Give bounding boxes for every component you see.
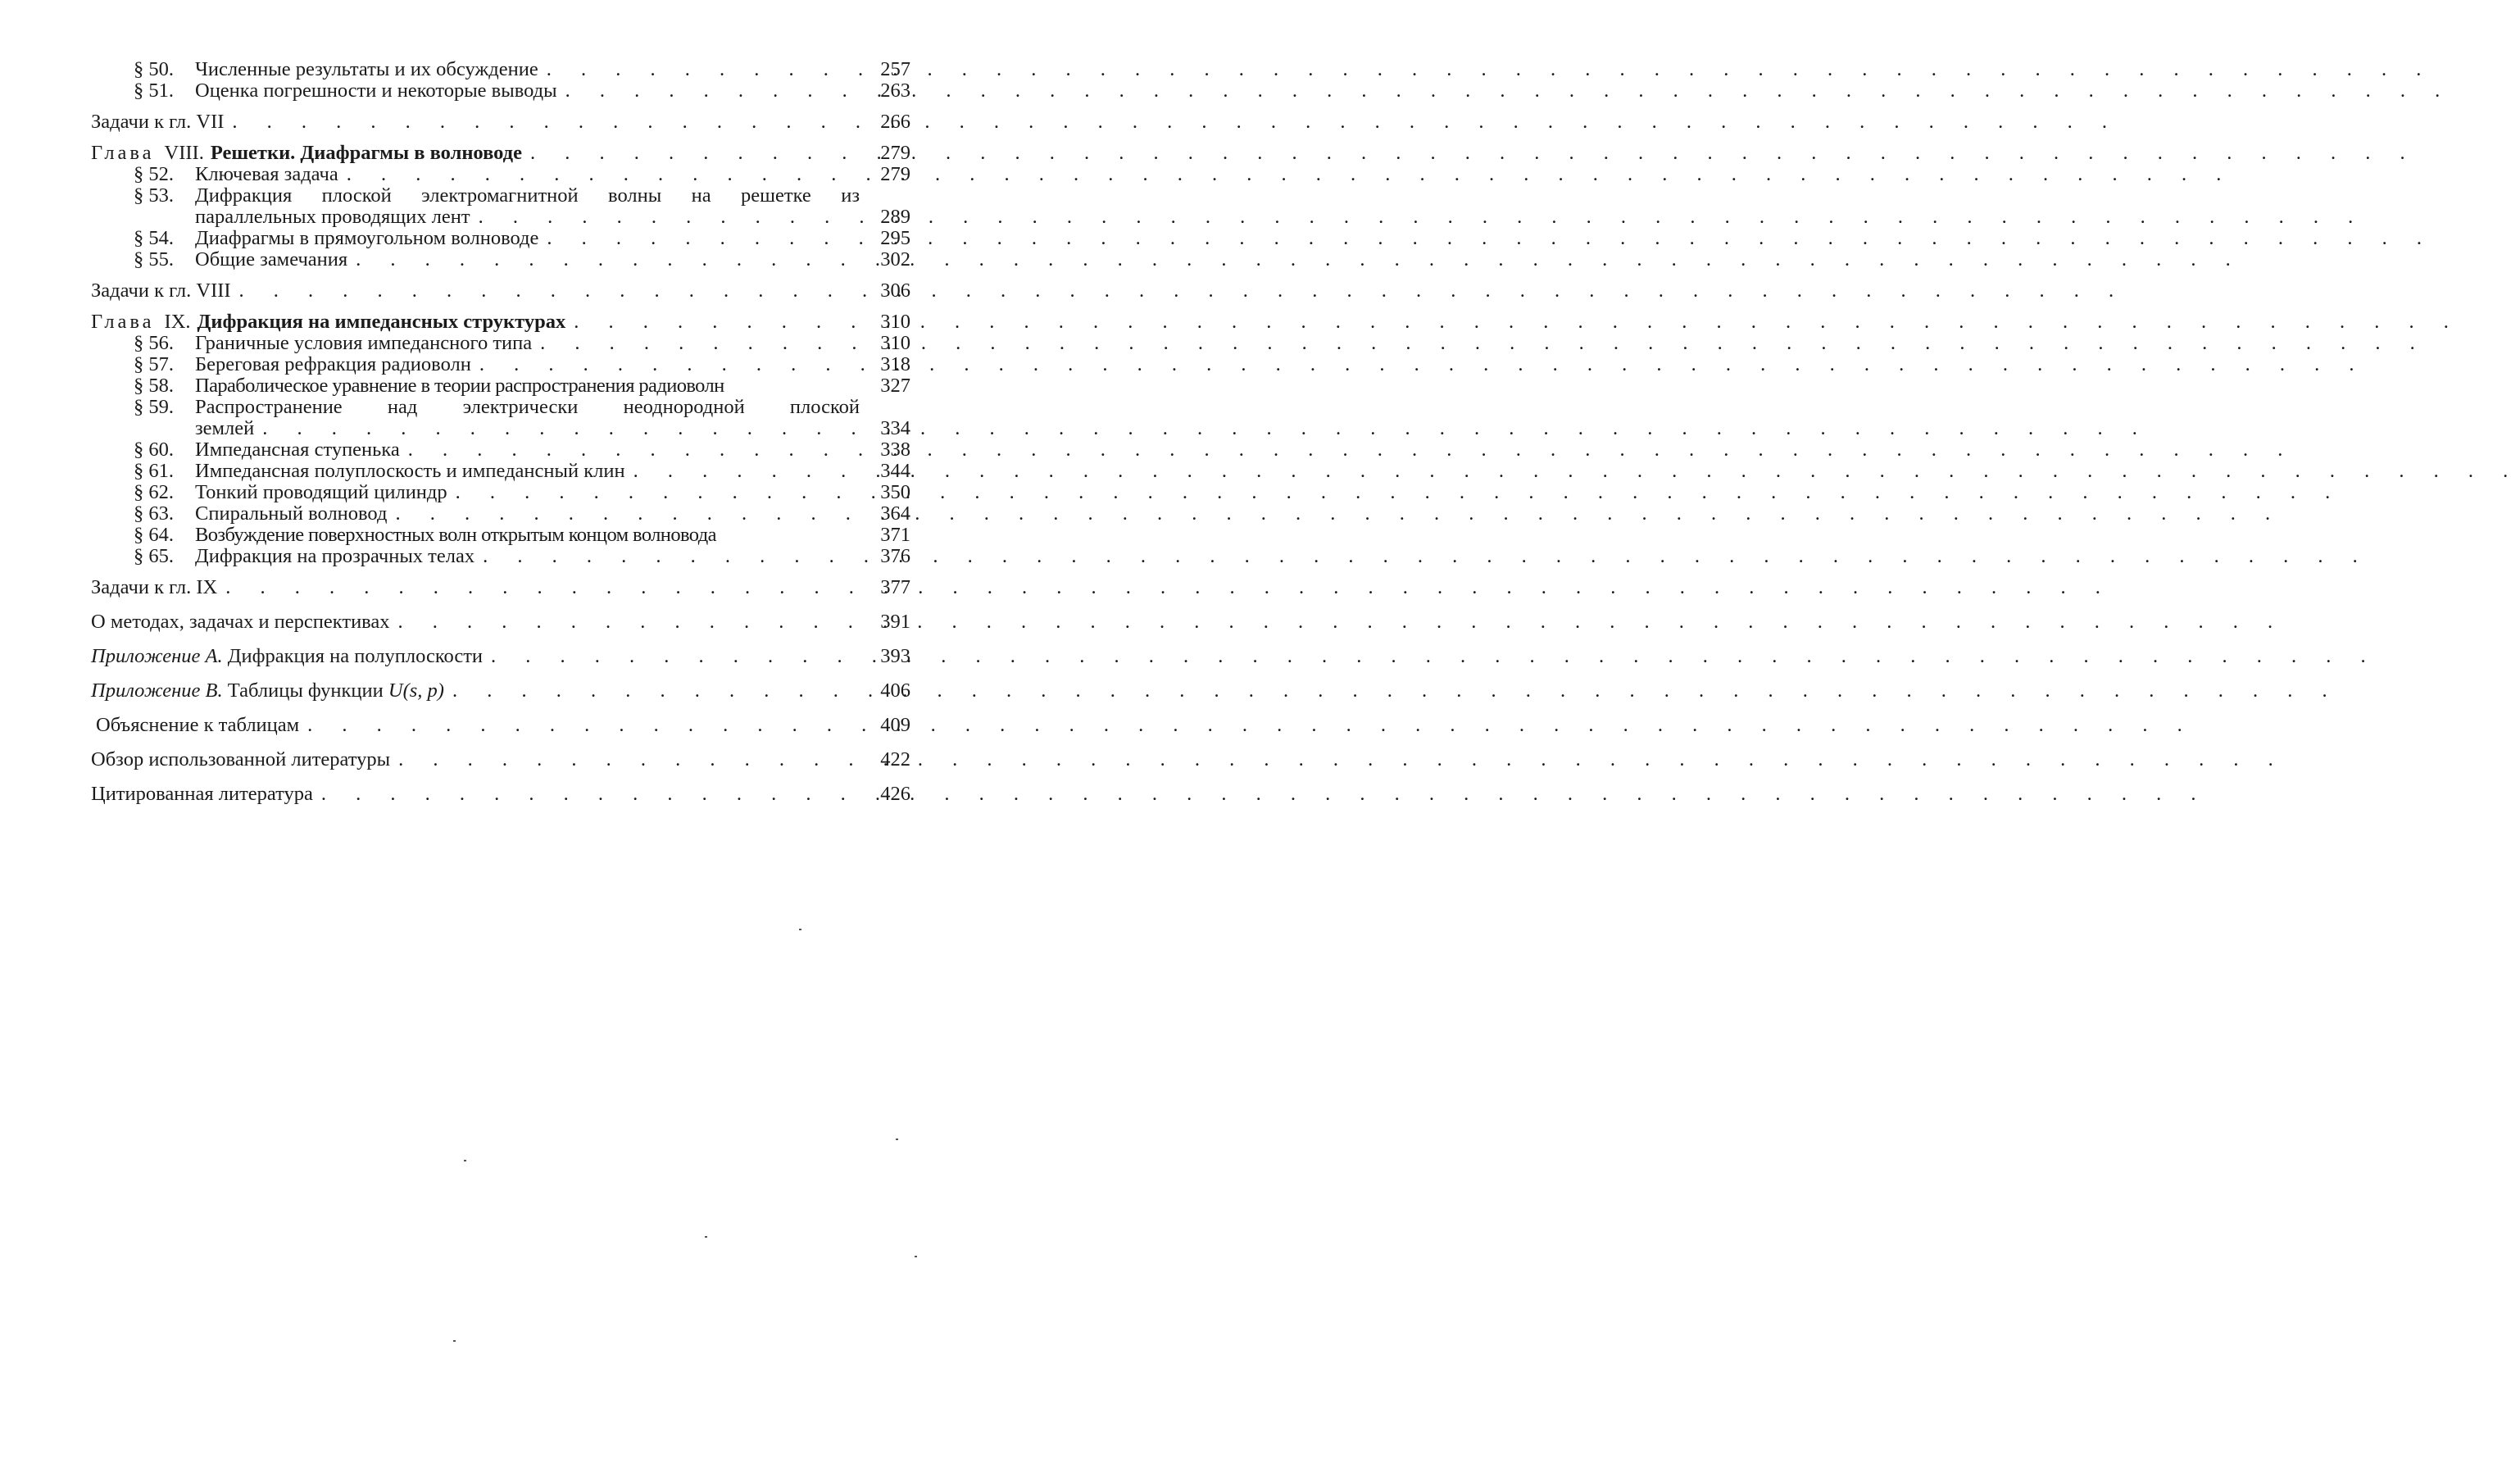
- page-number: 310: [880, 332, 910, 354]
- page-number: 422: [880, 748, 910, 770]
- entry-title: Таблицы функции: [227, 679, 384, 702]
- section-title: Импедансная полуплоскость и импедансный клин: [195, 460, 625, 482]
- section-number: § 54.: [134, 227, 174, 249]
- section-title-line-1: Распространение над электрически неоднородной плоской: [195, 396, 860, 418]
- page-number: 279: [880, 163, 910, 185]
- toc-entry-tasks-7: [91, 111, 910, 133]
- section-title: Граничные условия импедансного типа: [195, 332, 533, 354]
- section-title: Импедансная ступенька: [195, 439, 400, 461]
- leader-dots: [390, 749, 860, 770]
- toc-entry-appendix-b: [91, 680, 910, 702]
- leader-dots: [447, 482, 860, 503]
- function-name: U(s, p): [388, 679, 444, 702]
- leader-dots: [224, 111, 860, 133]
- scan-speck: [799, 929, 801, 930]
- section-number: § 63.: [134, 502, 174, 525]
- section-number: § 53.: [134, 184, 174, 207]
- section-title: Дифракция на прозрачных телах: [195, 545, 475, 567]
- leader-dots: [470, 207, 860, 228]
- section-list-60-65: [91, 439, 910, 567]
- page-number: 393: [880, 645, 910, 667]
- section-title: Спиральный волновод: [195, 502, 388, 525]
- section-title: Тонкий проводящий цилиндр: [195, 481, 447, 503]
- toc-entry: [91, 333, 910, 354]
- section-list-50-51: [91, 59, 910, 102]
- page-number: 257: [880, 58, 910, 80]
- toc-entry: [91, 525, 910, 546]
- section-number: § 51.: [134, 80, 174, 102]
- section-number: § 56.: [134, 332, 174, 354]
- leader-dots: [557, 80, 860, 102]
- page-number: 306: [880, 280, 910, 302]
- section-number: § 59.: [134, 396, 174, 418]
- toc-entry: [91, 80, 910, 102]
- section-title: Береговая рефракция радиоволн: [195, 353, 471, 375]
- scan-speck: [453, 1340, 456, 1342]
- leader-dots: [483, 646, 860, 667]
- toc-entry: [91, 164, 910, 185]
- leader-dots: [313, 784, 860, 805]
- leader-dots: [471, 354, 860, 375]
- toc-entry-literature-review: [91, 749, 910, 770]
- toc-entry-explanation: [91, 715, 910, 736]
- entry-title: Дифракция на полуплоскости: [227, 645, 484, 667]
- appendix-label: Приложение В.: [91, 679, 223, 702]
- section-number: § 57.: [134, 353, 174, 375]
- toc-entry-cited-literature: [91, 784, 910, 805]
- leader-dots: [400, 439, 860, 461]
- toc-entry: [91, 375, 910, 397]
- entry-title: О методах, задачах и перспективах: [91, 611, 390, 633]
- toc-entry-appendix-a: [91, 646, 910, 667]
- section-number: § 50.: [134, 58, 174, 80]
- section-number: § 65.: [134, 545, 174, 567]
- toc-entry-tasks-8: [91, 280, 910, 302]
- section-title: Возбуждение поверхностных волн открытым концом волновода: [195, 524, 716, 546]
- page-number: 344: [880, 460, 910, 482]
- toc-entry-tasks-9: [91, 577, 910, 598]
- section-number: § 55.: [134, 248, 174, 270]
- section-title: Ключевая задача: [195, 163, 338, 185]
- section-number: § 60.: [134, 439, 174, 461]
- page-number: 376: [880, 545, 910, 567]
- entry-title: Обзор использованной литературы: [91, 748, 391, 770]
- toc-page: [0, 0, 983, 1468]
- section-title: Общие замечания: [195, 248, 348, 270]
- page-number: 310: [880, 311, 910, 333]
- page-number: 279: [880, 142, 910, 164]
- section-number: § 58.: [134, 375, 174, 397]
- toc-entry-multiline: [91, 397, 910, 439]
- leader-dots: [254, 418, 860, 439]
- leader-dots: [474, 546, 860, 567]
- toc-entry: [91, 503, 910, 525]
- section-number: § 52.: [134, 163, 174, 185]
- entry-title: Цитированная литература: [91, 783, 313, 805]
- section-title: Численные результаты и их обсуждение: [195, 58, 538, 80]
- scan-speck: [464, 1160, 466, 1161]
- leader-dots: [532, 333, 860, 354]
- table-of-contents: [91, 59, 910, 805]
- section-title-line-2: параллельных проводящих лент: [195, 206, 470, 228]
- entry-title: Объяснение к таблицам: [96, 714, 300, 736]
- section-number: § 64.: [134, 524, 174, 546]
- toc-entry: [91, 482, 910, 503]
- page-number: 295: [880, 227, 910, 249]
- section-list-54-55: [91, 228, 910, 270]
- page-number: 318: [880, 353, 910, 375]
- section-title-line-2: землей: [195, 417, 255, 439]
- leader-dots: [338, 164, 860, 185]
- section-list-56-58: [91, 333, 910, 397]
- toc-entry: [91, 59, 910, 80]
- leader-dots: [565, 311, 860, 333]
- leader-dots: [538, 59, 860, 80]
- section-number: § 62.: [134, 481, 174, 503]
- page-number: 391: [880, 611, 910, 633]
- page-number: 266: [880, 111, 910, 133]
- page-number: 302: [880, 248, 910, 270]
- page-number: 377: [880, 576, 910, 598]
- scan-speck: [915, 1256, 917, 1257]
- section-number: § 61.: [134, 460, 174, 482]
- chapter-number: IX.: [164, 311, 191, 333]
- page-number: 364: [880, 502, 910, 525]
- chapter-prefix: Глава: [91, 142, 155, 164]
- section-title: Оценка погрешности и некоторые выводы: [195, 80, 557, 102]
- page-number: 350: [880, 481, 910, 503]
- scan-speck: [896, 1138, 898, 1140]
- toc-entry: [91, 249, 910, 270]
- leader-dots: [231, 280, 860, 302]
- section-title: Диафрагмы в прямоугольном волноводе: [195, 227, 539, 249]
- toc-entry: [91, 461, 910, 482]
- scan-speck: [705, 1236, 707, 1238]
- leader-dots: [217, 577, 860, 598]
- page-number: 409: [880, 714, 910, 736]
- page-number: 334: [880, 417, 910, 439]
- page-number: 327: [880, 375, 910, 397]
- leader-dots: [347, 249, 860, 270]
- chapter-heading-8: [91, 143, 910, 164]
- chapter-number: VIII.: [164, 142, 204, 164]
- chapter-prefix: Глава: [91, 311, 155, 333]
- chapter-heading-9: [91, 311, 910, 333]
- leader-dots: [299, 715, 860, 736]
- entry-title: Задачи к гл. VIII: [91, 280, 231, 302]
- toc-entry: [91, 439, 910, 461]
- page-number: 289: [880, 206, 910, 228]
- entry-title: Задачи к гл. IX: [91, 576, 218, 598]
- leader-dots: [522, 143, 860, 164]
- section-title: Параболическое уравнение в теории распространения радиоволн: [195, 375, 724, 397]
- page-number: 371: [880, 524, 910, 546]
- leader-dots: [625, 461, 860, 482]
- page-number: 406: [880, 679, 910, 702]
- section-title-line-1: Дифракция плоской электромагнитной волны на решетке из: [195, 184, 860, 207]
- leader-dots: [387, 503, 860, 525]
- appendix-label: Приложение А.: [91, 645, 223, 667]
- page-number: 426: [880, 783, 910, 805]
- page-number: 263: [880, 80, 910, 102]
- leader-dots: [390, 611, 860, 633]
- chapter-title: Дифракция на импедансных структурах: [197, 311, 566, 333]
- toc-entry-multiline: [91, 185, 910, 228]
- entry-title: Задачи к гл. VII: [91, 111, 225, 133]
- chapter-title: Решетки. Диафрагмы в волноводе: [210, 142, 522, 164]
- toc-entry: [91, 354, 910, 375]
- toc-entry: [91, 546, 910, 567]
- toc-entry: [91, 228, 910, 249]
- toc-entry-methods: [91, 611, 910, 633]
- leader-dots: [444, 680, 860, 702]
- leader-dots: [538, 228, 860, 249]
- page-number: 338: [880, 439, 910, 461]
